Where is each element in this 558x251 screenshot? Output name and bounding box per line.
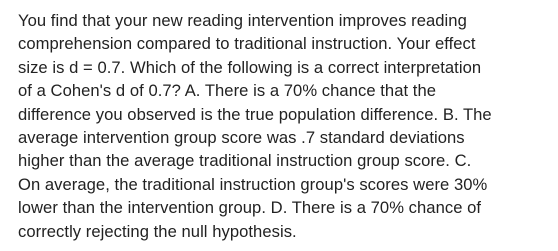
- question-text: [18, 9, 544, 243]
- question-line: lower than the intervention group. D. There is a 70% chance of: [18, 198, 482, 218]
- question-line: of a Cohen's d of 0.7? A. There is a 70% chance that the: [18, 81, 437, 101]
- question-line: size is d = 0.7. Which of the following is a correct interpretation: [18, 57, 482, 77]
- question-line: You find that your new reading intervention improves reading: [18, 11, 467, 30]
- question-line: On average, the traditional instruction group's scores were 30%: [18, 174, 488, 194]
- question-line: average intervention group score was .7 standard deviations: [18, 128, 465, 148]
- question-line: difference you observed is the true population difference. B. The: [18, 104, 492, 124]
- question-line: comprehension compared to traditional instruction. Your effect: [18, 34, 476, 54]
- question-line: higher than the average traditional instruction group score. C.: [18, 151, 472, 171]
- question-line: correctly rejecting the null hypothesis.: [18, 221, 297, 241]
